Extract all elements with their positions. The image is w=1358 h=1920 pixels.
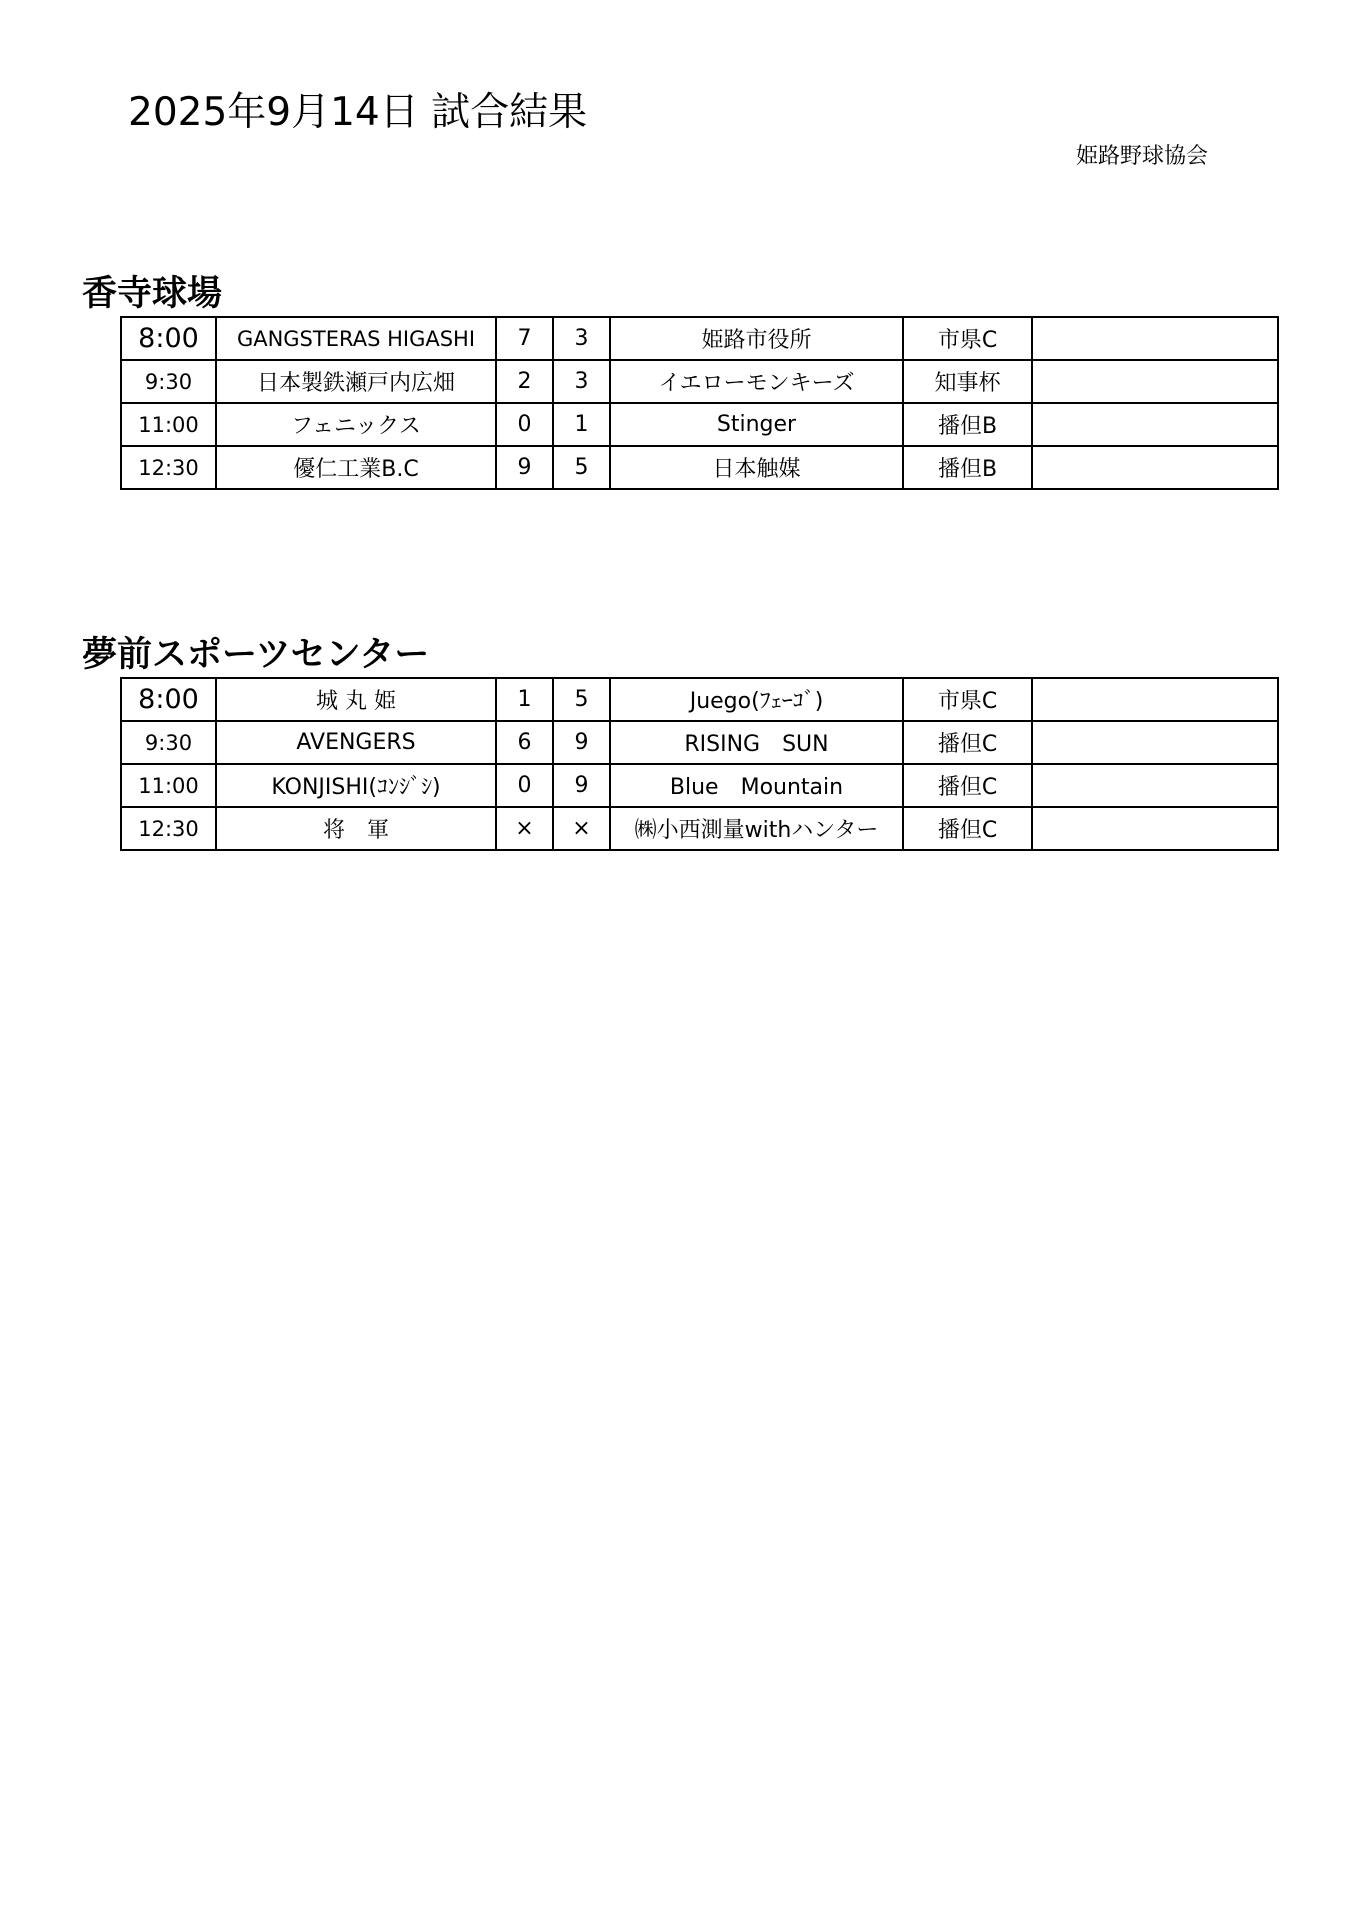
results-table (120, 677, 1279, 851)
home-team-cell: KONJISHI(ｺﾝｼﾞｼ) (216, 764, 496, 807)
tournament-cell: 播但C (903, 764, 1032, 807)
note-cell (1032, 807, 1278, 850)
tournament-cell: 播但C (903, 721, 1032, 764)
home-score-cell: 2 (496, 360, 553, 403)
venue-title: 香寺球場 (82, 274, 223, 314)
tournament-cell: 市県C (903, 678, 1032, 721)
time-cell: 8:00 (121, 678, 216, 721)
time-cell: 12:30 (121, 446, 216, 489)
tournament-cell: 市県C (903, 317, 1032, 360)
away-score-cell: 3 (553, 317, 610, 360)
table-row (121, 446, 1278, 489)
home-team-cell: フェニックス (216, 403, 496, 446)
note-cell (1032, 764, 1278, 807)
table-row (121, 678, 1278, 721)
table-row (121, 807, 1278, 850)
away-team-cell: ㈱小西測量withハンター (610, 807, 903, 850)
note-cell (1032, 446, 1278, 489)
away-team-cell: RISING SUN (610, 721, 903, 764)
time-cell: 11:00 (121, 403, 216, 446)
note-cell (1032, 317, 1278, 360)
away-score-cell: 5 (553, 446, 610, 489)
home-team-cell: 優仁工業B.C (216, 446, 496, 489)
organization-name: 姫路野球協会 (1076, 144, 1209, 169)
home-team-cell: AVENGERS (216, 721, 496, 764)
away-score-cell: 9 (553, 721, 610, 764)
table-row (121, 721, 1278, 764)
home-team-cell: GANGSTERAS HIGASHI (216, 317, 496, 360)
table-row (121, 360, 1278, 403)
table-row (121, 764, 1278, 807)
home-score-cell: 9 (496, 446, 553, 489)
tournament-cell: 知事杯 (903, 360, 1032, 403)
time-cell: 12:30 (121, 807, 216, 850)
venue-title: 夢前スポーツセンター (82, 635, 430, 675)
note-cell (1032, 360, 1278, 403)
time-cell: 9:30 (121, 721, 216, 764)
table-row (121, 403, 1278, 446)
away-team-cell: Stinger (610, 403, 903, 446)
home-score-cell: 7 (496, 317, 553, 360)
tournament-cell: 播但B (903, 403, 1032, 446)
away-team-cell: イエローモンキーズ (610, 360, 903, 403)
page-title: 2025年9月14日 試合結果 (128, 90, 588, 135)
away-team-cell: Juego(ﾌｪｰｺﾞ) (610, 678, 903, 721)
time-cell: 11:00 (121, 764, 216, 807)
results-table (120, 316, 1279, 490)
tournament-cell: 播但B (903, 446, 1032, 489)
home-score-cell: 0 (496, 764, 553, 807)
away-score-cell: 1 (553, 403, 610, 446)
note-cell (1032, 678, 1278, 721)
home-score-cell: 6 (496, 721, 553, 764)
away-team-cell: 姫路市役所 (610, 317, 903, 360)
away-score-cell: 3 (553, 360, 610, 403)
away-team-cell: Blue Mountain (610, 764, 903, 807)
note-cell (1032, 721, 1278, 764)
home-score-cell: 0 (496, 403, 553, 446)
time-cell: 8:00 (121, 317, 216, 360)
home-team-cell: 日本製鉄瀬戸内広畑 (216, 360, 496, 403)
away-score-cell: 9 (553, 764, 610, 807)
away-team-cell: 日本触媒 (610, 446, 903, 489)
time-cell: 9:30 (121, 360, 216, 403)
home-team-cell: 将 軍 (216, 807, 496, 850)
home-score-cell: 1 (496, 678, 553, 721)
away-score-cell: 5 (553, 678, 610, 721)
tournament-cell: 播但C (903, 807, 1032, 850)
table-row (121, 317, 1278, 360)
note-cell (1032, 403, 1278, 446)
home-score-cell: × (496, 807, 553, 850)
away-score-cell: × (553, 807, 610, 850)
home-team-cell: 城 丸 姫 (216, 678, 496, 721)
